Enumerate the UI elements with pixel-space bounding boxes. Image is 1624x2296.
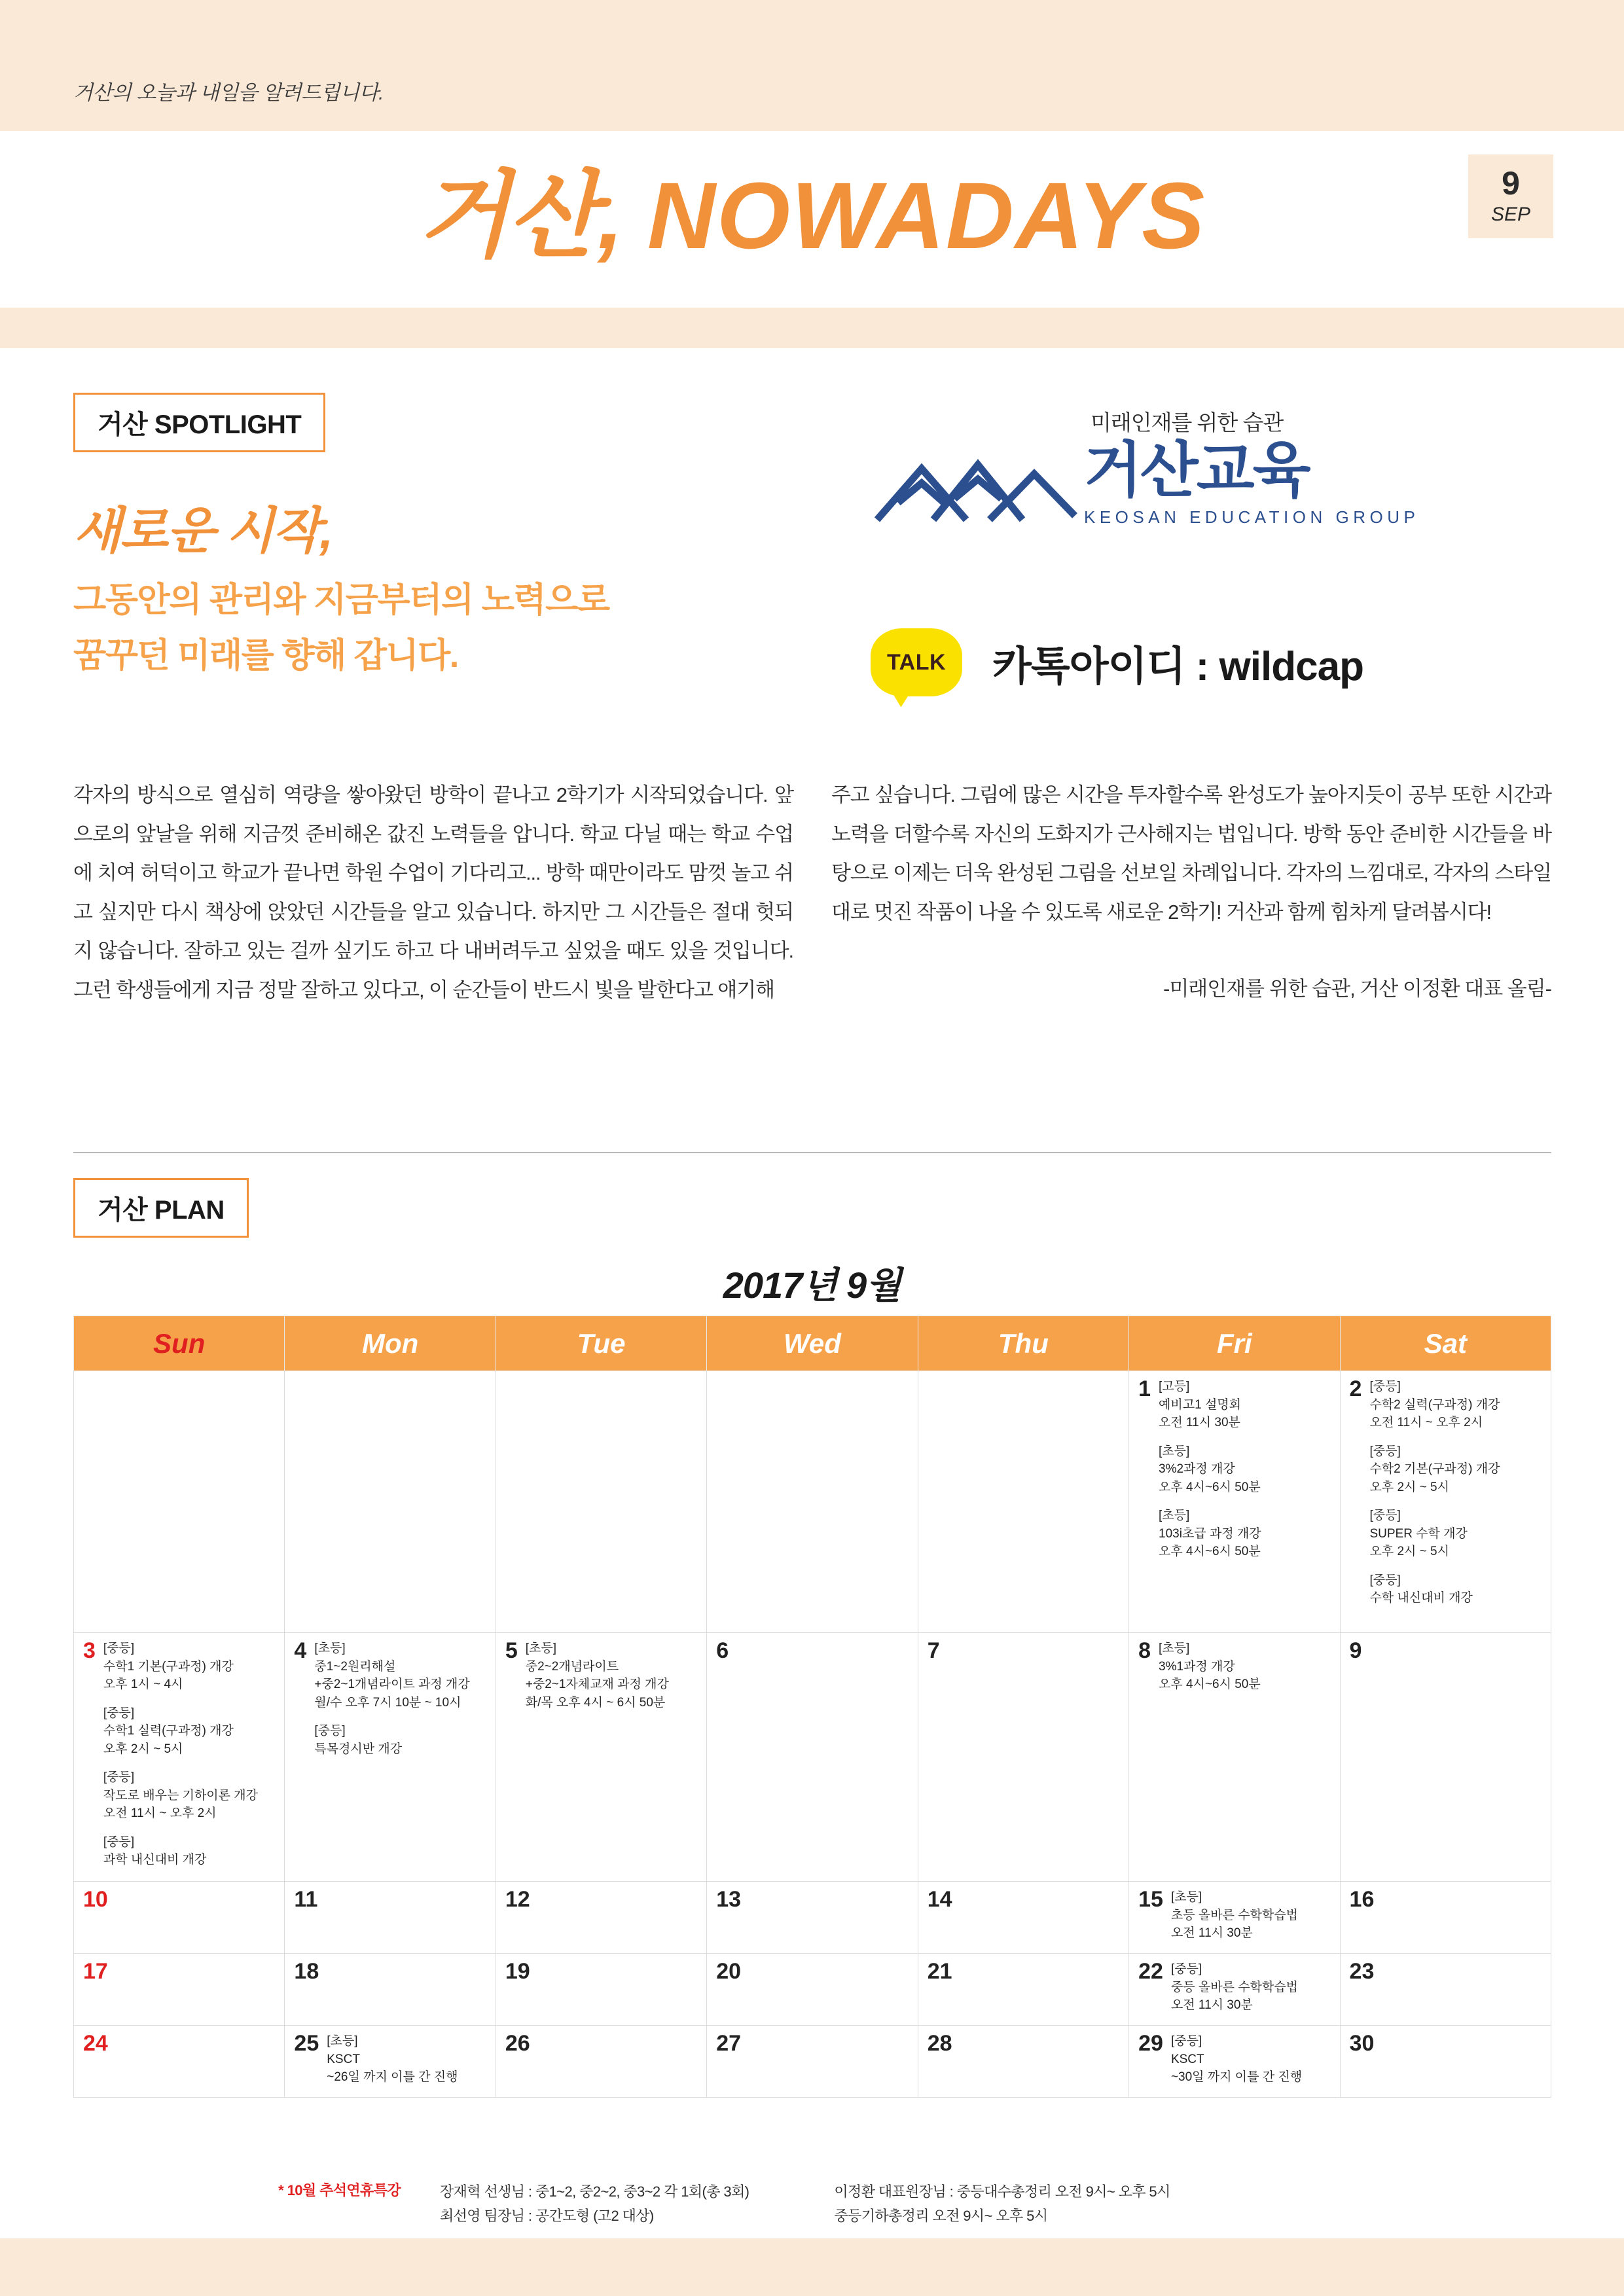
calendar-event-line: 오후 2시 ~ 5시 xyxy=(1369,1545,1449,1559)
kakaotalk-badge-label: TALK xyxy=(886,649,947,675)
calendar-event xyxy=(327,2032,488,2087)
calendar-day-cell[interactable] xyxy=(74,1633,285,1882)
calendar-day-cell[interactable] xyxy=(1129,1954,1340,2026)
calendar-day-cell[interactable] xyxy=(285,1371,496,1633)
calendar-event-line: 예비고1 설명회 xyxy=(1159,1397,1242,1412)
calendar-event-line: 오후 2시 ~ 5시 xyxy=(103,1742,183,1756)
calendar-event-line: [초등] xyxy=(1159,1641,1190,1655)
kakao-contact[interactable] xyxy=(871,628,1363,696)
calendar-day-number: 29 xyxy=(1138,2031,1163,2056)
calendar-event-line: 중2~2개념라이트 xyxy=(525,1659,619,1674)
spotlight-headline xyxy=(73,504,898,681)
calendar-event-line: 3%1과정 개강 xyxy=(1159,1659,1235,1674)
calendar-day-cell[interactable] xyxy=(285,1882,496,1954)
calendar-event-line: 오전 11시 ~ 오후 2시 xyxy=(103,1806,217,1821)
note-column-2 xyxy=(834,2179,1170,2229)
calendar-event-line: [중등] xyxy=(103,1835,135,1849)
calendar-day-number: 3 xyxy=(83,1638,96,1663)
calendar-day-cell[interactable] xyxy=(918,1882,1128,1954)
weekday-tue: Tue xyxy=(496,1316,706,1371)
weekday-sat: Sat xyxy=(1340,1316,1551,1371)
headline-secondary-1: 그동안의 관리와 지금부터의 노력으로 xyxy=(73,581,609,619)
mountain-icon xyxy=(871,442,1080,528)
calendar-event-line: 과학 내신대비 개강 xyxy=(103,1853,207,1867)
calendar-event-list xyxy=(1171,2032,1332,2087)
calendar-event-line: 103i초급 과정 개강 xyxy=(1159,1526,1261,1541)
calendar-event-line: [중등] xyxy=(1369,1380,1401,1393)
calendar-event-line: [중등] xyxy=(314,1724,346,1738)
calendar-event-line: 오후 1시 ~ 4시 xyxy=(103,1677,183,1692)
calendar-event-list xyxy=(526,1640,699,1712)
calendar-event-line: [초등] xyxy=(1159,1509,1190,1523)
bottom-band xyxy=(0,2238,1624,2296)
calendar-event-line: 화/목 오후 4시 ~ 6시 50분 xyxy=(525,1695,666,1710)
calendar-event-line: [중등] xyxy=(1369,1444,1401,1458)
note-column-1 xyxy=(440,2179,749,2229)
calendar-event-line: [초등] xyxy=(1170,1890,1202,1904)
calendar-day-cell[interactable] xyxy=(1340,1371,1551,1633)
calendar-event-line: KSCT xyxy=(1170,2052,1204,2066)
calendar-day-number: 13 xyxy=(716,1887,742,1912)
calendar-day-cell[interactable] xyxy=(707,1954,918,2026)
calendar-day-cell[interactable] xyxy=(285,1633,496,1882)
calendar-day-cell[interactable] xyxy=(707,1882,918,1954)
note-highlight: * 10월 추석연휴특강 xyxy=(278,2182,401,2198)
calendar-day-number: 5 xyxy=(505,1638,518,1663)
calendar-event xyxy=(103,1833,277,1869)
tagline: 거산의 오늘과 내일을 알려드립니다. xyxy=(73,81,384,104)
calendar-day-cell[interactable] xyxy=(1129,1633,1340,1882)
calendar-event-list xyxy=(103,1640,277,1869)
calendar-week-row xyxy=(74,1633,1551,1882)
headline-primary: 새로운 시작, xyxy=(73,503,333,559)
kakao-id-label: 카톡아이디 : wildcap xyxy=(992,643,1363,689)
calendar-day-number: 14 xyxy=(927,1887,952,1912)
calendar-day-number: 18 xyxy=(294,1959,319,1984)
calendar-event xyxy=(1171,1888,1332,1943)
calendar-event xyxy=(103,1768,277,1823)
calendar-day-number: 23 xyxy=(1349,1959,1375,1984)
calendar-event xyxy=(1159,1507,1332,1561)
calendar-event-line: [고등] xyxy=(1159,1380,1190,1393)
calendar-day-cell[interactable] xyxy=(707,1371,918,1633)
calendar-day-number: 7 xyxy=(927,1638,940,1663)
calendar-event-list xyxy=(1171,1888,1332,1943)
calendar-day-cell[interactable] xyxy=(285,2026,496,2098)
calendar-event-line: 3%2과정 개강 xyxy=(1159,1462,1235,1477)
calendar-day-cell[interactable] xyxy=(707,1633,918,1882)
calendar-event-line: [중등] xyxy=(1170,1962,1202,1976)
section-tag-plan: 거산 PLAN xyxy=(73,1178,249,1238)
calendar-event-line: ~30일 까지 이틀 간 진행 xyxy=(1170,2070,1303,2085)
calendar-event-line: 수학 내신대비 개강 xyxy=(1369,1591,1473,1605)
calendar-day-cell[interactable] xyxy=(918,1954,1128,2026)
calendar-day-number: 11 xyxy=(294,1887,318,1912)
calendar-week-row xyxy=(74,2026,1551,2098)
note-2-line-1: 이정환 대표원장님 : 중등대수총정리 오전 9시~ 오후 5시 xyxy=(834,2183,1170,2200)
section-tag-spotlight: 거산 SPOTLIGHT xyxy=(73,393,325,452)
calendar-day-number: 21 xyxy=(927,1959,952,1984)
calendar-event-line: [중등] xyxy=(103,1641,135,1655)
calendar-day-cell[interactable] xyxy=(1340,2026,1551,2098)
calendar-day-number: 20 xyxy=(716,1959,742,1984)
calendar-day-number: 27 xyxy=(716,2031,742,2056)
calendar-day-cell[interactable] xyxy=(918,2026,1128,2098)
calendar-day-cell[interactable] xyxy=(496,1633,706,1882)
headline-secondary-2: 꿈꾸던 미래를 향해 갑니다. xyxy=(73,636,458,675)
calendar-event-line: SUPER 수학 개강 xyxy=(1369,1526,1468,1541)
calendar-day-number: 28 xyxy=(927,2031,952,2056)
calendar-event xyxy=(1171,1960,1332,2015)
calendar-day-cell[interactable] xyxy=(1129,2026,1340,2098)
calendar-event-list xyxy=(1171,1960,1332,2015)
calendar-event xyxy=(103,1704,277,1759)
calendar-event-line: [중등] xyxy=(1369,1573,1401,1587)
body-column-left: 각자의 방식으로 열심히 역량을 쌓아왔던 방학이 끝나고 2학기가 시작되었습니다. 앞으로의 앞날을 위해 지금껏 준비해온 값진 노력들을 압니다. 학교 다닐 때는 학교 수업에 치여 허덕이고 학교가 끝나면 학원 수업이 기다리고... 방학 때만이라도 맘껏 놀고 쉬고 싶지만 다시 책상에 앉았던 시간들을 알고 있습니다. 하지만 그 시간들은 절대 헛되지 않습니다. 잘하고 있는 걸까 싶기도 하고 다 내버려두고 싶었을 때도 있을 것입니다. 그런 학생들에게 지금 정말 잘하고 있다고, 이 순간들이 반드시 빛을 발한다고 얘기해 xyxy=(73,783,793,1001)
calendar-event-line: +중2~1개념라이트 과정 개강 xyxy=(314,1677,470,1692)
calendar-day-cell[interactable] xyxy=(1129,1882,1340,1954)
calendar-event-line: 특목경시반 개강 xyxy=(314,1742,403,1756)
body-right-text: 주고 싶습니다. 그림에 많은 시간을 투자할수록 완성도가 높아지듯이 공부 또한 시간과 노력을 더할수록 자신의 도화지가 근사해지는 법입니다. 방학 동안 준비한 시간들을 바탕으로 이제는 더욱 완성된 그림을 선보일 차례입니다. 각자의 느낌대로, 각자의 스타일대로 멋진 작품이 나올 수 있도록 새로운 2학기! 거산과 함께 힘차게 달려봅시다! xyxy=(831,783,1551,924)
note-1-line-1: 장재혁 선생님 : 중1~2, 중2~2, 중3~2 각 1회(총 3회) xyxy=(440,2183,749,2200)
calendar-event-list xyxy=(1159,1378,1332,1561)
calendar-event-line: 오전 11시 30분 xyxy=(1170,1998,1253,2013)
divider-band xyxy=(0,308,1624,348)
note-2-line-2: 중등기하총정리 오전 9시~ 오후 5시 xyxy=(834,2208,1048,2225)
masthead-title xyxy=(0,140,1624,276)
calendar-event-line: 수학1 기본(구과정) 개강 xyxy=(103,1659,234,1674)
calendar-day-number: 25 xyxy=(294,2031,319,2056)
divider-rule xyxy=(73,1152,1551,1153)
calendar-day-cell[interactable] xyxy=(918,1633,1128,1882)
calendar-event xyxy=(314,1640,488,1712)
calendar-event-line: 오후 4시~6시 50분 xyxy=(1159,1545,1261,1559)
calendar-day-cell[interactable] xyxy=(1340,1954,1551,2026)
note-1-line-2: 최선영 팀장님 : 공간도형 (고2 대상) xyxy=(440,2208,654,2225)
calendar-event xyxy=(1369,1571,1543,1607)
calendar-event-line: KSCT xyxy=(327,2052,360,2066)
logo-subtitle: 미래인재를 위한 습관 xyxy=(1091,410,1284,435)
calendar-day-number: 16 xyxy=(1349,1887,1375,1912)
calendar-event xyxy=(1159,1443,1332,1497)
weekday-sun: Sun xyxy=(74,1316,285,1371)
calendar-day-number: 24 xyxy=(83,2031,108,2056)
logo-english: KEOSAN EDUCATION GROUP xyxy=(1084,507,1420,527)
calendar-event-line: [중등] xyxy=(103,1770,135,1785)
calendar-day-cell[interactable] xyxy=(496,1882,706,1954)
calendar-event-line: [초등] xyxy=(1159,1444,1190,1458)
calendar-notes xyxy=(73,2179,1551,2229)
top-band xyxy=(0,0,1624,131)
calendar-week-row xyxy=(74,1882,1551,1954)
calendar-day-number: 8 xyxy=(1138,1638,1151,1663)
calendar-event xyxy=(1369,1507,1543,1561)
calendar-event-list xyxy=(314,1640,488,1758)
calendar-event-line: +중2~1자체교재 과정 개강 xyxy=(525,1677,669,1692)
calendar-day-number: 19 xyxy=(505,1959,530,1984)
calendar-day-number: 30 xyxy=(1349,2031,1375,2056)
calendar-event xyxy=(103,1640,277,1694)
month-number: 9 xyxy=(1502,165,1520,202)
calendar-header-row xyxy=(74,1316,1551,1371)
calendar-event-line: 중1~2원리해설 xyxy=(314,1659,396,1674)
calendar-event-line: 작도로 배우는 기하이론 개강 xyxy=(103,1788,259,1803)
calendar-day-number: 17 xyxy=(83,1959,108,1984)
calendar-day-number: 6 xyxy=(716,1638,729,1663)
calendar-event-line: 오후 4시~6시 50분 xyxy=(1159,1677,1261,1692)
weekday-mon: Mon xyxy=(285,1316,496,1371)
calendar-day-cell[interactable] xyxy=(74,1371,285,1633)
calendar-event-line: 초등 올바른 수학학습법 xyxy=(1170,1908,1299,1922)
calendar-day-cell[interactable] xyxy=(1340,1882,1551,1954)
month-label: SEP xyxy=(1490,204,1531,225)
title-korean: 거산, xyxy=(418,163,623,268)
kakaotalk-icon xyxy=(871,628,962,696)
calendar-event-line: [중등] xyxy=(1170,2034,1202,2048)
title-english: NOWADAYS xyxy=(647,163,1206,268)
calendar-event-list xyxy=(1159,1640,1332,1694)
calendar-day-number: 4 xyxy=(294,1638,307,1663)
calendar-event xyxy=(314,1722,488,1758)
month-badge xyxy=(1468,154,1553,238)
calendar-event xyxy=(1171,2032,1332,2087)
spotlight-body xyxy=(73,776,1551,1009)
weekday-wed: Wed xyxy=(707,1316,918,1371)
calendar-day-cell[interactable] xyxy=(496,2026,706,2098)
calendar-event-line: 수학2 실력(구과정) 개강 xyxy=(1369,1397,1500,1412)
calendar-event-line: 중등 올바른 수학학습법 xyxy=(1170,1980,1299,1994)
calendar-day-number: 9 xyxy=(1349,1638,1362,1663)
brand-logo xyxy=(871,406,1551,528)
calendar-event xyxy=(1159,1378,1332,1432)
calendar-day-cell[interactable] xyxy=(496,1954,706,2026)
calendar-event-line: 오전 11시 30분 xyxy=(1159,1416,1240,1430)
calendar-day-cell[interactable] xyxy=(74,1882,285,1954)
calendar-event-line: [초등] xyxy=(525,1641,557,1655)
calendar-event-line: ~26일 까지 이틀 간 진행 xyxy=(327,2070,458,2085)
calendar-title: 2017년 9월 xyxy=(723,1265,901,1306)
calendar-day-cell[interactable] xyxy=(1340,1633,1551,1882)
calendar-day-cell[interactable] xyxy=(74,2026,285,2098)
calendar-event-line: 수학2 기본(구과정) 개강 xyxy=(1369,1462,1500,1477)
calendar-week-row xyxy=(74,1954,1551,2026)
calendar-day-number: 2 xyxy=(1349,1376,1362,1401)
calendar-event xyxy=(1159,1640,1332,1694)
calendar-event-line: 오전 11시 ~ 오후 2시 xyxy=(1369,1416,1483,1430)
calendar-event-line: [초등] xyxy=(314,1641,346,1655)
logo-name: 거산교육 xyxy=(1084,437,1309,504)
calendar-day-number: 22 xyxy=(1138,1959,1163,1984)
weekday-thu: Thu xyxy=(918,1316,1128,1371)
calendar-event-line: 오후 2시 ~ 5시 xyxy=(1369,1480,1449,1494)
calendar-day-cell[interactable] xyxy=(1129,1371,1340,1633)
calendar-day-number: 26 xyxy=(505,2031,530,2056)
calendar-event-line: [중등] xyxy=(1369,1509,1401,1523)
signature: -미래인재를 위한 습관, 거산 이정환 대표 올림- xyxy=(1163,977,1551,1001)
calendar-event xyxy=(1369,1378,1543,1432)
calendar-event-line: [중등] xyxy=(103,1706,135,1720)
calendar-table xyxy=(73,1316,1551,2098)
calendar-event-line: 월/수 오후 7시 10분 ~ 10시 xyxy=(314,1695,461,1710)
calendar-event-list xyxy=(1369,1378,1543,1607)
calendar-event-list xyxy=(327,2032,488,2087)
calendar-day-cell[interactable] xyxy=(285,1954,496,2026)
calendar-event-line: 오전 11시 30분 xyxy=(1170,1926,1253,1941)
calendar-event-line: [초등] xyxy=(327,2034,358,2048)
body-column-right xyxy=(831,776,1551,1009)
calendar-day-number: 12 xyxy=(505,1887,530,1912)
calendar-day-number: 15 xyxy=(1138,1887,1163,1912)
calendar-day-cell[interactable] xyxy=(707,2026,918,2098)
calendar-day-cell[interactable] xyxy=(496,1371,706,1633)
calendar-day-number: 10 xyxy=(83,1887,108,1912)
calendar-event-line: 오후 4시~6시 50분 xyxy=(1159,1480,1261,1494)
calendar-day-number: 1 xyxy=(1138,1376,1151,1401)
calendar-event xyxy=(1369,1443,1543,1497)
calendar-week-row xyxy=(74,1371,1551,1633)
calendar-event xyxy=(526,1640,699,1712)
calendar-day-cell[interactable] xyxy=(918,1371,1128,1633)
calendar-event-line: 수학1 실력(구과정) 개강 xyxy=(103,1724,234,1738)
calendar-day-cell[interactable] xyxy=(74,1954,285,2026)
weekday-fri: Fri xyxy=(1129,1316,1340,1371)
